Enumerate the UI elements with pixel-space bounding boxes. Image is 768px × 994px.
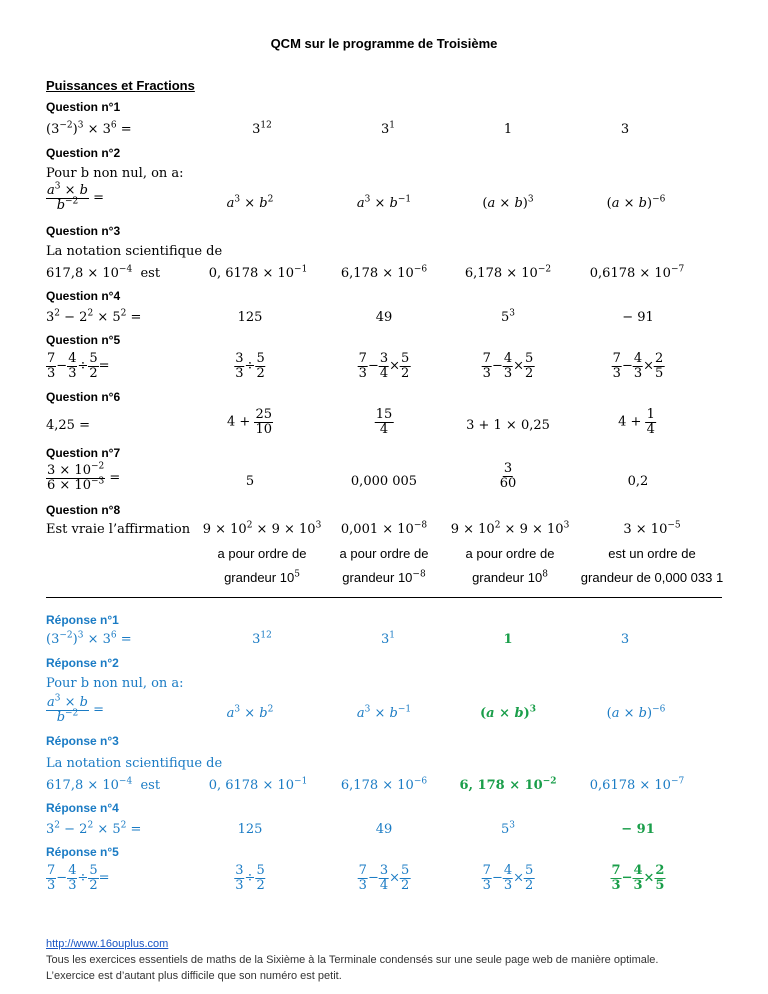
q1-choice-3: 1 [503,122,513,137]
r2-expression: $\frac{a^3 \times b}{b^{-2}}$ = [47,693,105,725]
q3-choice-2: $6,178 \times 10^{-6}$ [340,264,428,281]
answer-2-label: Réponse n°2 [46,656,119,670]
q6-choice-1: 4 + $\frac{25}{10}$ [227,407,272,437]
divider [46,597,722,598]
q1-choice-2: $3^1$ [380,120,396,137]
q7-choice-3: $\frac{3}{60}$ [499,461,517,491]
r4-choice-1: 125 [237,822,263,837]
q3-expression: $617,8 \times 10^{-4}$ est [46,264,161,281]
q1-expression: $(3^{-2})^3 \times 3^6$ = [46,120,132,137]
r4-choice-2: 49 [375,822,393,837]
q1-choice-1: $3^{12}$ [252,120,272,137]
answer-4-label: Réponse n°4 [46,801,119,815]
q8-choice-3-line3: grandeur $10^8$ [472,569,548,585]
r5-choice-4-correct: $\frac{7}{3}$ − $\frac{4}{3}$ × $\frac{2}{5}$ [611,863,665,893]
r5-choice-3: $\frac{7}{3}$ − $\frac{4}{3}$ × $\frac{5}{2}$ [482,863,534,893]
footer-link[interactable]: http://www.16ouplus.com [46,938,169,950]
q8-choice-4-line3: grandeur de 0,000 033 1 [580,570,724,585]
r1-choice-1: $3^{12}$ [252,630,272,647]
r3-intro: La notation scientifique de [46,756,223,771]
q8-choice-1-expr: $9 \times 10^2 \times 9 \times 10^3$ [202,520,322,537]
r1-expression: $(3^{-2})^3 \times 3^6$ = [46,630,132,647]
q6-expression: 4,25 = [46,418,90,433]
q8-choice-2-line3: grandeur $10^{-8}$ [342,569,426,585]
r4-choice-4-correct: − 91 [621,822,655,837]
r4-choice-3: $5^3$ [500,820,516,837]
question-2-label: Question n°2 [46,146,121,160]
q3-choice-3: $6,178 \times 10^{-2}$ [464,264,552,281]
q8-choice-1-line2: a pour ordre de [217,546,307,561]
q3-est: est [140,266,161,281]
q5-choice-2: $\frac{7}{3}$ − $\frac{3}{4}$ × $\frac{5}{2}$ [358,351,410,381]
question-1-label: Question n°1 [46,100,121,114]
q4-expression: $3^2 - 2^2 \times 5^2$ = [46,308,142,325]
r3-choice-4: $0,6178 \times 10^{-7}$ [589,776,685,793]
q7-choice-4: 0,2 [627,474,649,489]
question-7-label: Question n°7 [46,446,121,460]
q6-choice-3: 3 + 1 × 0,25 [466,418,550,433]
q4-choice-2: 49 [375,310,393,325]
q8-choice-3-expr: $9 \times 10^2 \times 9 \times 10^3$ [450,520,570,537]
q2-expression: $\frac{a^3 \times b}{b^{-2}}$ = [47,181,105,213]
r4-expression: $3^2 - 2^2 \times 5^2$ = [46,820,142,837]
q5-choice-1: $\frac{3}{3}$ ÷ $\frac{5}{2}$ [235,351,265,381]
q4-choice-4: − 91 [622,310,654,325]
q4-choice-1: 125 [237,310,263,325]
r2-choice-3-correct: $(a \times b)^3$ [479,704,537,721]
q8-choice-4-expr: $3 \times 10^{-5}$ [623,520,681,537]
r2-choice-2: $a^3 \times b^{-1}$ [356,704,412,721]
q3-intro: La notation scientifique de [46,244,223,259]
q1-choice-4: 3 [620,122,630,137]
page-title: QCM sur le programme de Troisième [270,36,498,51]
q8-choice-4-line2: est un ordre de [608,546,696,561]
q6-choice-2: $\frac{15}{4}$ [375,407,393,437]
q2-intro: Pour b non nul, on a: [46,166,184,181]
section-title: Puissances et Fractions [46,78,195,93]
question-6-label: Question n°6 [46,390,121,404]
q2-choice-2: $a^3 \times b^{-1}$ [356,194,412,211]
r2-choice-1: $a^3 \times b^2$ [226,704,274,721]
footer-line-2: L’exercice est d’autant plus difficile que son numéro est petit. [46,970,342,982]
r2-intro: Pour b non nul, on a: [46,676,184,691]
q5-choice-3: $\frac{7}{3}$ − $\frac{4}{3}$ × $\frac{5}{2}$ [482,351,534,381]
r3-choice-1: 0, $6178 \times 10^{-1}$ [208,776,308,793]
q7-expression: $\frac{3 \times 10^{-2}}{6 \times 10^{-3}}$ = [47,461,121,493]
r1-choice-3-correct: 1 [503,632,513,647]
r3-choice-2: $6,178 \times 10^{-6}$ [340,776,428,793]
q5-expression: $\frac{7}{3}$ − $\frac{4}{3}$ ÷ $\frac{5}{2}$ = [47,351,110,381]
q2-choice-3: $(a \times b)^3$ [482,194,534,211]
r1-choice-4: 3 [620,632,630,647]
r2-choice-4: $(a \times b)^{-6}$ [606,704,666,721]
q8-choice-2-expr: $0,001 \times 10^{-8}$ [340,520,428,537]
q3-choice-1: 0, $6178 \times 10^{-1}$ [208,264,308,281]
q6-choice-4: 4 + $\frac{1}{4}$ [618,407,655,437]
r5-choice-1: $\frac{3}{3}$ ÷ $\frac{5}{2}$ [235,863,265,893]
r3-choice-3-correct: 6, $178 \times 10^{-2}$ [459,776,557,793]
answer-3-label: Réponse n°3 [46,734,119,748]
r3-expression: $617,8 \times 10^{-4}$ est [46,776,161,793]
q7-choice-1: 5 [245,474,255,489]
r5-expression: $\frac{7}{3}$ − $\frac{4}{3}$ ÷ $\frac{5}{2}$ = [47,863,110,893]
answer-5-label: Réponse n°5 [46,845,119,859]
question-3-label: Question n°3 [46,224,121,238]
q7-choice-2: 0,000 005 [350,474,418,489]
question-8-label: Question n°8 [46,503,121,517]
question-5-label: Question n°5 [46,333,121,347]
q8-choice-2-line2: a pour ordre de [339,546,429,561]
r5-choice-2: $\frac{7}{3}$ − $\frac{3}{4}$ × $\frac{5}{2}$ [358,863,410,893]
q4-choice-3: $5^3$ [500,308,516,325]
q8-choice-3-line2: a pour ordre de [465,546,555,561]
q2-choice-1: $a^3 \times b^2$ [226,194,274,211]
q2-choice-4: $(a \times b)^{-6}$ [606,194,666,211]
q8-choice-1-line3: grandeur $10^5$ [224,569,300,585]
r1-choice-2: $3^1$ [380,630,396,647]
footer-line-1: Tous les exercices essentiels de maths de la Sixième à la Terminale condensés sur une seule page web de manière optimale. [46,954,659,966]
question-4-label: Question n°4 [46,289,121,303]
q5-choice-4: $\frac{7}{3}$ − $\frac{4}{3}$ × $\frac{2}{5}$ [612,351,664,381]
r3-est: est [140,778,161,793]
answer-1-label: Réponse n°1 [46,613,119,627]
q3-choice-4: $0,6178 \times 10^{-7}$ [589,264,685,281]
q8-statement: Est vraie l’affirmation [46,522,191,537]
